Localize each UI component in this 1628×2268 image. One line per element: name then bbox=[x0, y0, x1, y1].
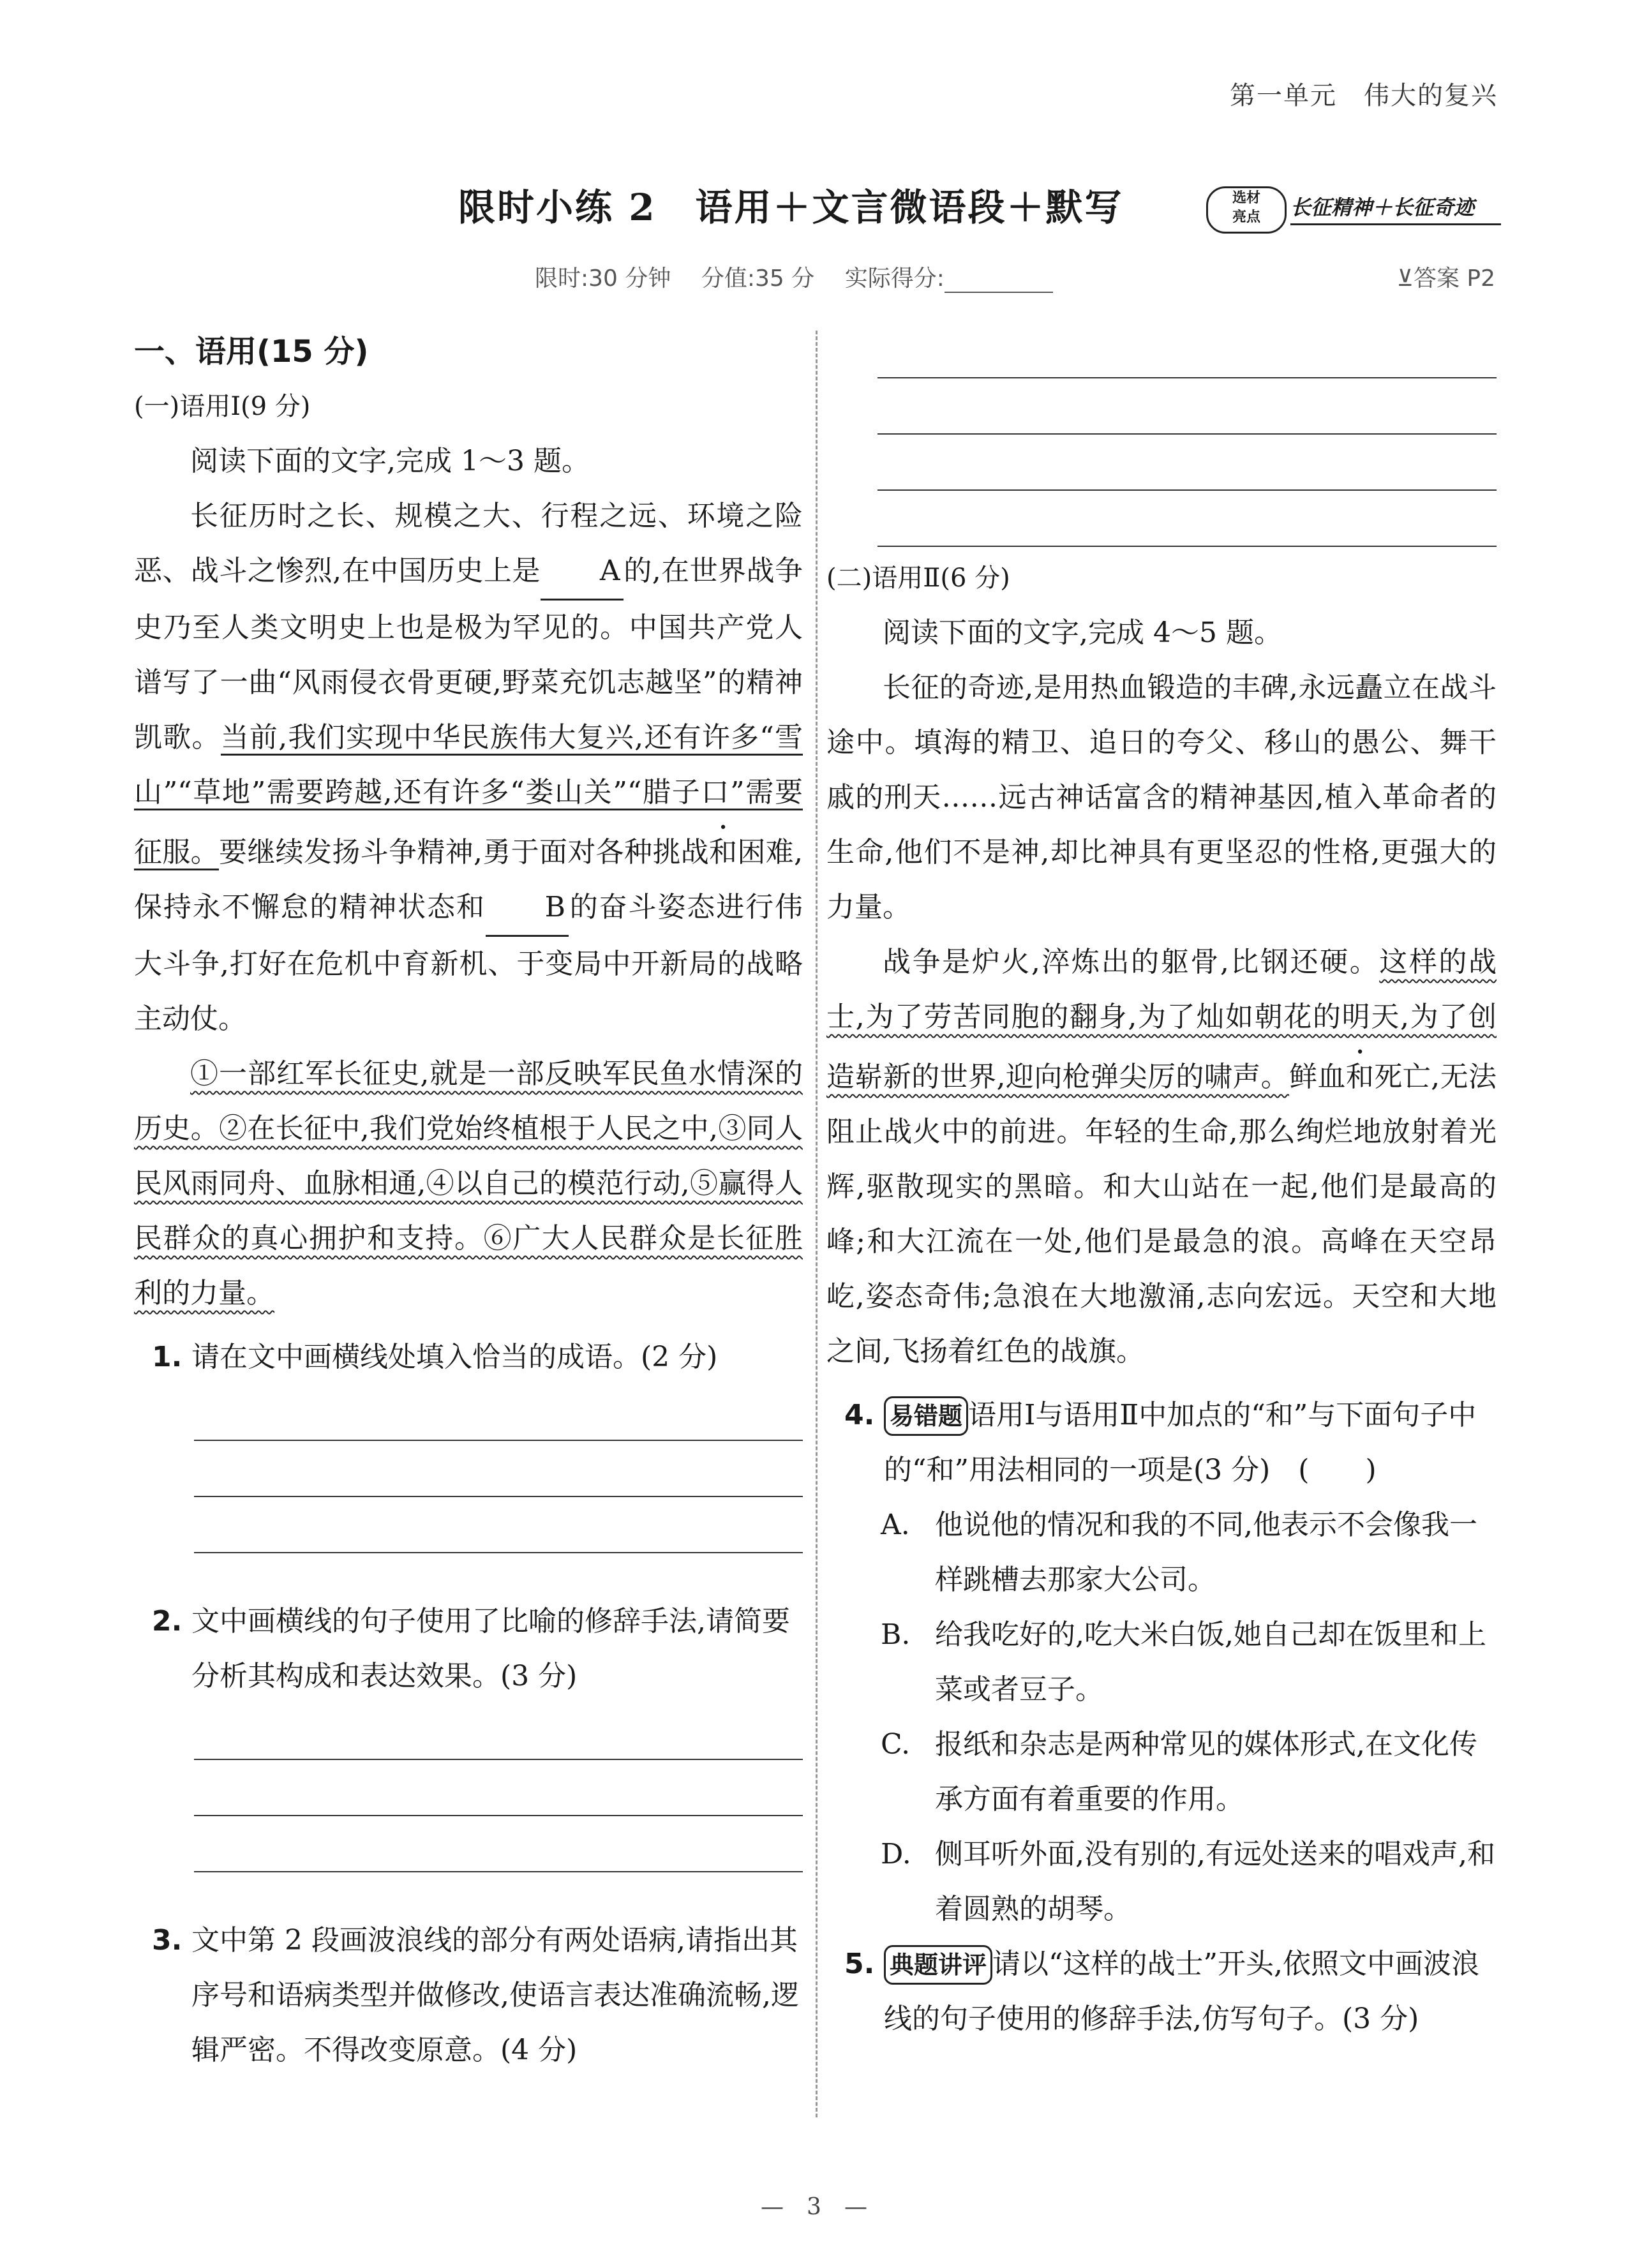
wavy-underlined-sentence: 这样的战士,为了劳苦同胞的翻身,为了灿如朝花的明天,为了创造崭新的世界,迎向枪弹尖厉的啸声。 bbox=[826, 946, 1497, 1093]
answer-ref: ⊻答案 P2 bbox=[1396, 265, 1495, 292]
section-heading: 一、语用(15 分) bbox=[134, 334, 369, 369]
question-1 bbox=[134, 1330, 803, 1385]
actual-score-blank[interactable] bbox=[945, 272, 1053, 293]
answer-line[interactable] bbox=[877, 378, 1497, 435]
option-b[interactable]: B. 给我吃好的,吃大米白饭,她自己却在饭里和上菜或者豆子。 bbox=[881, 1618, 1486, 1706]
answer-line[interactable] bbox=[877, 435, 1497, 491]
error-prone-tag: 易错题 bbox=[884, 1396, 968, 1436]
passage-paragraph-3: 长征的奇迹,是用热血锻造的丰碑,永远矗立在战斗途中。填海的精卫、追日的夸父、移山的愚公、舞干戚的刑天……远古神话富含的精神基因,植入革命者的生命,他们不是神,却比神具有更坚忍的性格,更强大的力量。 bbox=[826, 671, 1497, 923]
question-text: 语用Ⅰ与语用Ⅱ中加点的“和”与下面句子中的“和”用法相同的一项是(3 分) ( ) bbox=[884, 1399, 1477, 1486]
question-3 bbox=[134, 1913, 803, 2078]
passage-paragraph-2 bbox=[134, 1047, 803, 1321]
part-two-heading: (二)语用Ⅱ(6 分) bbox=[826, 563, 1010, 593]
score-value: 分值:35 分 bbox=[701, 265, 815, 292]
wavy-underlined-text: ①一部红军长征史,就是一部反映军民鱼水情深的历史。②在长征中,我们党始终植根于人民之中,③同人民风雨同舟、血脉相通,④以自己的模范行动,⑤赢得人民群众的真心拥护和支持。⑥广大人民群众是长征胜利的力量。 bbox=[134, 1057, 803, 1309]
question-number: 5. bbox=[844, 1948, 875, 1980]
answer-line[interactable] bbox=[194, 1385, 803, 1441]
question-number: 1. bbox=[152, 1341, 183, 1373]
question-number: 2. bbox=[152, 1605, 183, 1638]
underlined-sentence: 当前,我们实现中华民族伟大复兴,还有许多“雪山”“草地”需要跨越,还有许多“娄山关”“腊子口”需要征服。 bbox=[134, 721, 803, 870]
question-5 bbox=[826, 1937, 1497, 2047]
question-text: 请在文中画横线处填入恰当的成语。(2 分) bbox=[191, 1341, 718, 1373]
answer-line[interactable] bbox=[194, 1816, 803, 1872]
right-column bbox=[826, 322, 1497, 2047]
blank-a[interactable]: A bbox=[541, 544, 624, 601]
dotted-he-1: 和 bbox=[709, 836, 738, 869]
option-a[interactable]: A. 他说他的情况和我的不同,他表示不会像我一样跳槽去那家大公司。 bbox=[881, 1509, 1477, 1596]
featured-tag: 典题讲评 bbox=[884, 1945, 992, 1985]
highlight-badge: 选材 亮点 bbox=[1206, 186, 1287, 234]
column-divider bbox=[816, 331, 818, 2117]
option-d[interactable]: D. 侧耳听外面,没有别的,有远处送来的唱戏声,和着圆熟的胡琴。 bbox=[881, 1838, 1495, 1925]
dotted-he-2: 和 bbox=[1345, 1061, 1375, 1093]
unit-header: 第一单元 伟大的复兴 bbox=[1230, 81, 1498, 110]
question-2 bbox=[134, 1594, 803, 1704]
answer-line[interactable] bbox=[194, 1704, 803, 1760]
answer-line[interactable] bbox=[194, 1497, 803, 1553]
question-number: 3. bbox=[152, 1924, 183, 1957]
question-number: 4. bbox=[844, 1399, 875, 1431]
answer-line[interactable] bbox=[877, 491, 1497, 547]
instruction-two: 阅读下面的文字,完成 4～5 题。 bbox=[883, 616, 1282, 649]
answer-line[interactable] bbox=[194, 1760, 803, 1816]
answer-line[interactable] bbox=[194, 1441, 803, 1497]
page-title: 限时小练 2 语用＋文言微语段＋默写 bbox=[458, 186, 1124, 229]
instruction-one: 阅读下面的文字,完成 1～3 题。 bbox=[190, 445, 590, 477]
highlight-underline bbox=[1290, 223, 1501, 225]
answer-arrow-icon: ⊻ bbox=[1396, 265, 1414, 292]
question-4 bbox=[826, 1388, 1497, 1498]
page-number: — 3 — bbox=[761, 2194, 867, 2220]
question-text: 文中第 2 段画波浪线的部分有两处语病,请指出其序号和语病类型并做修改,使语言表达准确流畅,逻辑严密。不得改变原意。(4 分) bbox=[191, 1924, 799, 2066]
highlight-text: 长征精神＋长征奇迹 bbox=[1290, 195, 1475, 220]
option-c[interactable]: C. 报纸和杂志是两种常见的媒体形式,在文化传承方面有着重要的作用。 bbox=[881, 1728, 1477, 1816]
actual-score-label: 实际得分: bbox=[844, 265, 945, 292]
blank-b[interactable]: B bbox=[486, 880, 569, 937]
passage-paragraph-1: 长征历时之长、规模之大、行程之远、环境之险恶、战斗之惨烈,在中国历史上是 A 的,在世界战争史乃至人类文明史上也是极为罕见的。中国共产党人谱写了一曲“风雨侵衣骨更硬,野菜充饥志越坚”的精神凯歌。当前,我们实现中华民族伟大复兴,还有许多“雪山”“草地”需要跨越,还有许多“娄山关”“腊子口”需要征服。要继续发扬斗争精神,勇于面对各种挑战和困难,保持永不懈怠的精神状态和 B 的奋斗姿态进行伟大斗争,打好在危机中育新机、于变局中开新局的战略主动仗。 bbox=[134, 500, 803, 1035]
passage-paragraph-4: 战争是炉火,淬炼出的躯骨,比钢还硬。这样的战士,为了劳苦同胞的翻身,为了灿如朝花的明天,为了创造崭新的世界,迎向枪弹尖厉的啸声。鲜血和死亡,无法阻止战火中的前进。年轻的生命,那么绚烂地放射着光辉,驱散现实的黑暗。和大山站在一起,他们是最高的峰;和大江流在一处,他们是最急的浪。高峰在天空昂屹,姿态奇伟;急浪在大地激涌,志向宏远。天空和大地之间,飞扬着红色的战旗。 bbox=[826, 946, 1497, 1368]
time-limit: 限时:30 分钟 bbox=[535, 265, 671, 292]
question-text: 请以“这样的战士”开头,依照文中画波浪线的句子使用的修辞手法,仿写句子。(3 分) bbox=[884, 1948, 1479, 2035]
part-one-heading: (一)语用Ⅰ(9 分) bbox=[134, 392, 311, 421]
answer-line[interactable] bbox=[877, 322, 1497, 378]
left-column bbox=[134, 324, 803, 2078]
question-text: 文中画横线的句子使用了比喻的修辞手法,请简要分析其构成和表达效果。(3 分) bbox=[191, 1605, 790, 1692]
meta-line bbox=[535, 260, 1053, 293]
